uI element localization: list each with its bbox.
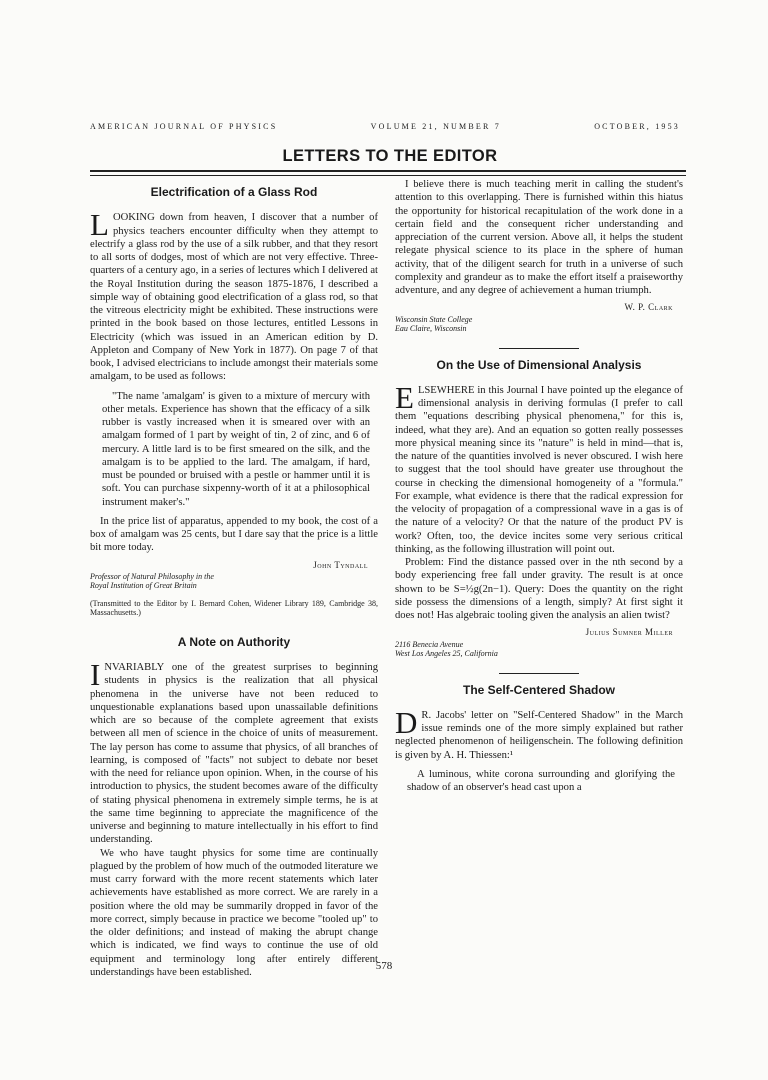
journal-name: AMERICAN JOURNAL OF PHYSICS [90,122,278,131]
divider [499,673,579,674]
letter-title-glass-rod: Electrification of a Glass Rod [150,185,318,199]
affiliation-line: West Los Angeles 25, California [395,649,498,658]
letter2-paragraph-1 [90,657,378,847]
affiliation-line: Wisconsin State College [395,314,473,324]
affiliation-line: Eau Claire, Wisconsin [395,324,467,333]
double-rule [90,170,686,172]
letter1-quote [102,390,370,509]
letter2-paragraph-3: I believe there is much teaching merit in calling the student's attention to this overlapping. There is furnished within this hiatus the opportunity for historical recapitulation of the work done in a certain field and the consequent richer understanding and appreciation of the current version. Above all, it helps the student relegate physical science to its place in the sphere of human activity, that of the diligent search for truth in a universe of such complexity and grandeur as to make the effort itself a praiseworthy adventure, and any degree of achievement a human triumph. [395,179,683,296]
affiliation-line: Professor of Natural Philosophy in the [90,571,214,581]
letter4-text-1: R. Jacobs' letter on "Self-Centered Shadow" in the March issue reminds one of the more simply explained but rather neglected phenomenon of heiligenschein. The following definition is given by A. H. Thiessen:¹ [395,709,683,761]
drop-cap: I [90,657,101,692]
signature-tyndall: John Tyndall [313,559,368,570]
page-number: 578 [375,960,393,972]
volume-number: VOLUME 21, NUMBER 7 [370,122,501,131]
transmittal-note: (Transmitted to the Editor by I. Bernard Cohen, Widener Library 189, Cambridge 38, Massachusetts.) [90,598,378,618]
signature-clark: W. P. Clark [624,302,673,313]
quote-text: "The name 'amalgam' is given to a mixture of mercury with other metals. Experience has shown that the efficacy of a silk rubber is vastly increased when it is smeared over with an amalgam formed of 1 part by weight of tin, 2 of zinc, and 6 of mercury. A little lard is to be first smeared on the silk, and the amalgam is to be applied to the lard. The amalgam, if hard, must be pounded or bruised with a pestle or hammer until it is soft. You can purchase sixpenny-worth of it at a philosophical instrument maker's." [102,390,370,508]
letter2-paragraph-2: We who have taught physics for some time are continually plagued by the problem of how much of the outmoded literature we must carry forward with the more recent statements which later achievements have established as more correct. We are rarely in a position where the old may be summarily dropped in favor of the more correct, simply because in practice we become "tooled up" to the older definitions; and instead of making the abrupt change which is indicated, we find ways to continue the use of old equipment and terminology long after entirely different understandings have been established. [90,847,378,978]
drop-cap: D [395,704,418,740]
divider [499,348,579,349]
letter4-quote [407,768,675,795]
letter1-paragraph-2: In the price list of apparatus, appended to my book, the cost of a box of amalgam was 25 cents, but I dare say that the price is a little bit more today. [90,515,378,554]
letter1-text-1: OOKING down from heaven, I discover that a number of physics teachers encounter difficulty when they attempt to electrify a glass rod by the use of a silk rubber, and that they resort to all sorts of dodges, most of which are not very effective. Three-quarters of a century ago, in a series of lectures which I delivered at the Royal Institution during the season 1875-1876, I described a simple way of obtaining good electrification of a glass rod, so that the vitreous electricity might be exhibited. These instructions were printed in the book based on those lectures, entitled Lessons in Electricity (which was issued in an American edition by D. Appleton and Company of New York in 1877). On page 7 of that book, I advised electricians to include amongst their materials some amalgam, to be used as follows: [90,212,378,383]
signature-miller: Julius Sumner Miller [585,627,673,638]
drop-cap: L [90,207,109,243]
affiliation-line: Royal Institution of Great Britain [90,581,197,591]
issue-date: OCTOBER, 1953 [594,122,680,131]
section-title: LETTERS TO THE EDITOR [282,147,498,165]
right-column [395,178,683,800]
letter-title-self-centered-shadow: The Self-Centered Shadow [462,682,616,697]
letter-title-dimensional-analysis: On the Use of Dimensional Analysis [436,357,642,372]
running-head [90,122,680,131]
letter-title-authority: A Note on Authority [177,634,291,649]
quote-text: A luminous, white corona surrounding and glorifying the shadow of an observer's head cast upon a [407,768,675,793]
letter4-paragraph-1 [395,704,683,762]
letter2-text-1: NVARIABLY one of the greatest surprises to beginning students in physics is the realization that all physical phenomena in the universe have not been reduced to unquestionable explanations based upon unassailable definitions which are so because of the complete agreement that exists between all men of science in the choice of units of measurement. The lay person has come to assume that physics, of all branches of learning, is composed of "facts" not subject to debate nor beset with the need for reliance upon opinion. When, in the course of his introduction to physics, the student becomes aware of the difficulty of stating physical phenomena in extremely simple terms, he is at the same time beginning to appreciate the magnificence of the universe and beginning to mature intellectually in his effort to find understanding. [90,662,378,846]
left-column [90,178,378,979]
drop-cap: E [395,379,414,415]
letter3-text-1: LSEWHERE in this Journal I have pointed up the elegance of dimensional analysis in deriving formulas (I prefer to call them "equations describing physical phenomena," for this is, indeed, what they are). And an equation so gotten really possesses more physical meaning since its "nature" is held in mind—that is, the nature of the quantities involved is never obscured. I wish here to suggest that the tool should have greater use throughout the course in checking the dimensional homogeneity of a "formula." For example, what evidence is there that the radical expression for the velocity of propagation of a compressional wave in a gas is of the nature of a velocity? Or that the nature of the product PV is work? Often, too, the device incites some very serious critical thinking, as the following illustration will point out. [395,384,683,555]
letter3-paragraph-2: Problem: Find the distance passed over in the nth second by a body experiencing free fall under gravity. The result is at once shown to be S=½g(2n−1). Query: Does the quantity on the right side possess the dimensions of a length, simply? At first sight it does not! Has algebraic tooling given the analysis an alien twist? [395,557,683,621]
letter1-paragraph-1 [90,207,378,383]
letter3-paragraph-1 [395,379,683,556]
affiliation-line: 2116 Benecia Avenue [395,639,464,649]
